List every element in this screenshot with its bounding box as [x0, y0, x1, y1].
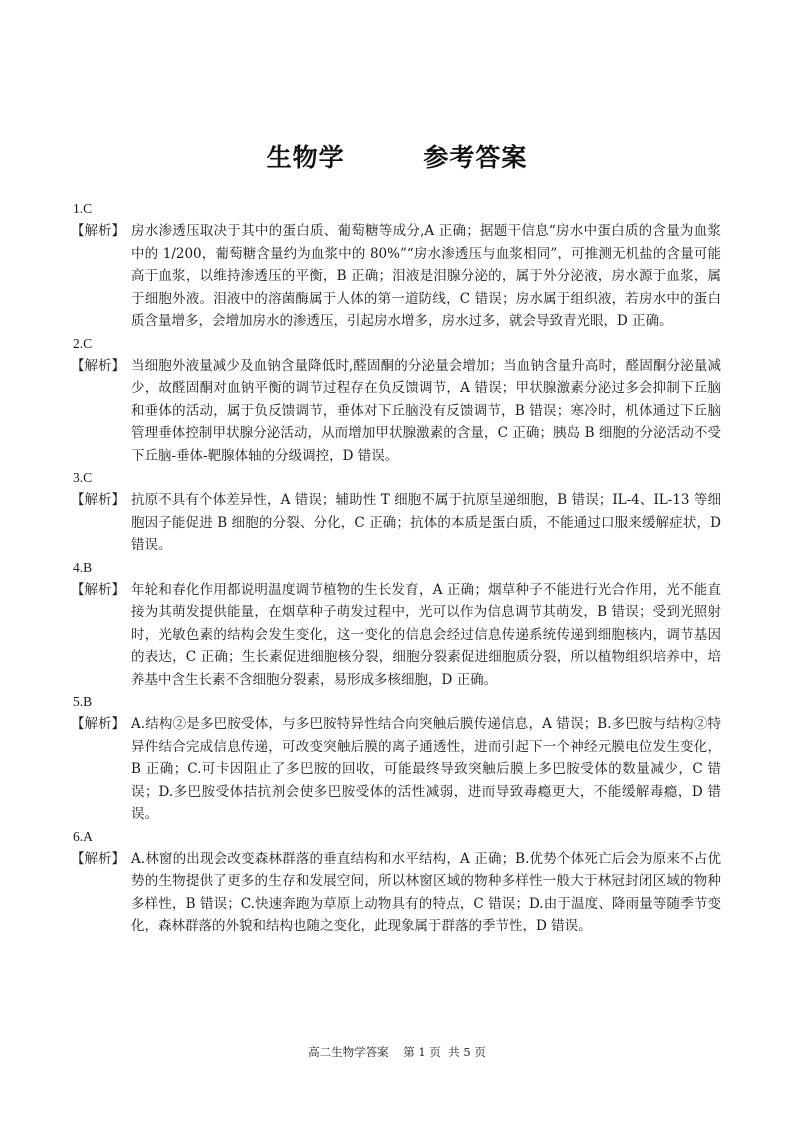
page-title: 生物学 参考答案 [266, 143, 528, 172]
question-number: 4.B [73, 559, 93, 575]
analysis-text: A.林窗的出现会改变森林群落的垂直结构和水平结构，A 正确；B.优势个体死亡后会为原来不占优势的生物提供了更多的生存和发展空间，所以林窗区域的物种多样性一般大于林冠封闭区域的物种多样性，B 错误；C.快速奔跑为草原上动物具有的特点，C 错误；D.由于温度、降雨量等随季节变化，森林群落的外貌和结构也随之变化，此现象属于群落的季节性，D 错误。 [131, 850, 721, 934]
analysis-label: 【解析】 [71, 492, 125, 508]
question-number: 6.A [73, 828, 93, 844]
question-item [73, 826, 721, 938]
analysis-label: 【解析】 [71, 850, 125, 867]
analysis-text: 抗原不具有个体差异性，A 错误；辅助性 T 细胞不属于抗原呈递细胞，B 错误；IL-4、IL-13 等细胞因子能促进 B 细胞的分裂、分化，C 正确；抗体的本质是蛋白质，不能通过口服来缓解症状，D 错误。 [131, 492, 721, 553]
question-number: 5.B [73, 694, 93, 709]
analysis-block [73, 220, 721, 333]
analysis-text: 房水渗透压取决于其中的蛋白质、葡萄糖等成分,A 正确；据题干信息“房水中蛋白质的含量为血浆中的 1/200，葡萄糖含量约为血浆中的 80%”“房水渗透压与血浆相同”，可推测无机盐的含量可能高于血浆，以维持渗透压的平衡，B 正确；泪液是泪腺分泌的，属于外分泌液，房水源于血浆，属于细胞外液。泪液中的溶菌酶属于人体的第一道防线，C 错误；房水属于组织液，若房水中的蛋白质含量增多，会增加房水的渗透压，引起房水增多，房水过多，就会导致青光眼，D 正确。 [131, 223, 721, 329]
question-item [73, 198, 721, 333]
analysis-block [73, 713, 721, 826]
answer-list [73, 198, 721, 938]
question-item [73, 691, 721, 826]
analysis-text: 当细胞外液量减少及血钠含量降低时,醛固酮的分泌量会增加；当血钠含量升高时，醛固酮分泌量减少，故醛固酮对血钠平衡的调节过程存在负反馈调节，A 错误；甲状腺激素分泌过多会抑制下丘脑和垂体的活动，属于负反馈调节，垂体对下丘脑没有反馈调节，B 错误；寒冷时，机体通过下丘脑管理垂体控制甲状腺分泌活动，从而增加甲状腺激素的含量，C 正确；胰岛 B 细胞的分泌活动不受下丘脑-垂体-靶腺体轴的分级调控，D 错误。 [131, 357, 721, 464]
question-item [73, 557, 721, 692]
question-item [73, 333, 721, 468]
analysis-text: 年轮和春化作用都说明温度调节植物的生长发育，A 正确；烟草种子不能进行光合作用，光不能直接为其萌发提供能量，在烟草种子萌发过程中，光可以作为信息调节其萌发，B 错误；受到光照射时，光敏色素的结构会发生变化，这一变化的信息会经过信息传递系统传递到细胞核内，调节基因的表达，C 正确；生长素促进细胞核分裂，细胞分裂素促进细胞质分裂，所以植物组织培养中，培养基中含生长素不含细胞分裂素，易形成多核细胞，D 正确。 [131, 581, 721, 688]
analysis-label: 【解析】 [71, 357, 125, 374]
analysis-block [73, 489, 721, 557]
analysis-block [73, 848, 721, 938]
question-number: 3.C [73, 470, 93, 485]
analysis-label: 【解析】 [71, 716, 125, 732]
analysis-block [73, 579, 721, 692]
analysis-label: 【解析】 [71, 223, 125, 239]
analysis-label: 【解析】 [71, 581, 125, 598]
page-footer: 高二生物学答案 第 1 页 共 5 页 [308, 1045, 486, 1059]
question-number: 1.C [73, 201, 93, 216]
question-number: 2.C [73, 335, 93, 351]
analysis-block [73, 355, 721, 468]
question-item [73, 467, 721, 557]
analysis-text: A.结构②是多巴胺受体，与多巴胺特异性结合向突触后膜传递信息，A 错误；B.多巴胺与结构②特异件结合完成信息传递，可改变突触后膜的离子通透性，进而引起下一个神经元膜电位发生变化，B 正确；C.可卡因阻止了多巴胺的回收，可能最终导致突触后膜上多巴胺受体的数量减少，C 错误；D.多巴胺受体拮抗剂会使多巴胺受体的活性减弱，进而导致毒瘾更大，不能缓解毒瘾，D 错误。 [131, 716, 721, 822]
